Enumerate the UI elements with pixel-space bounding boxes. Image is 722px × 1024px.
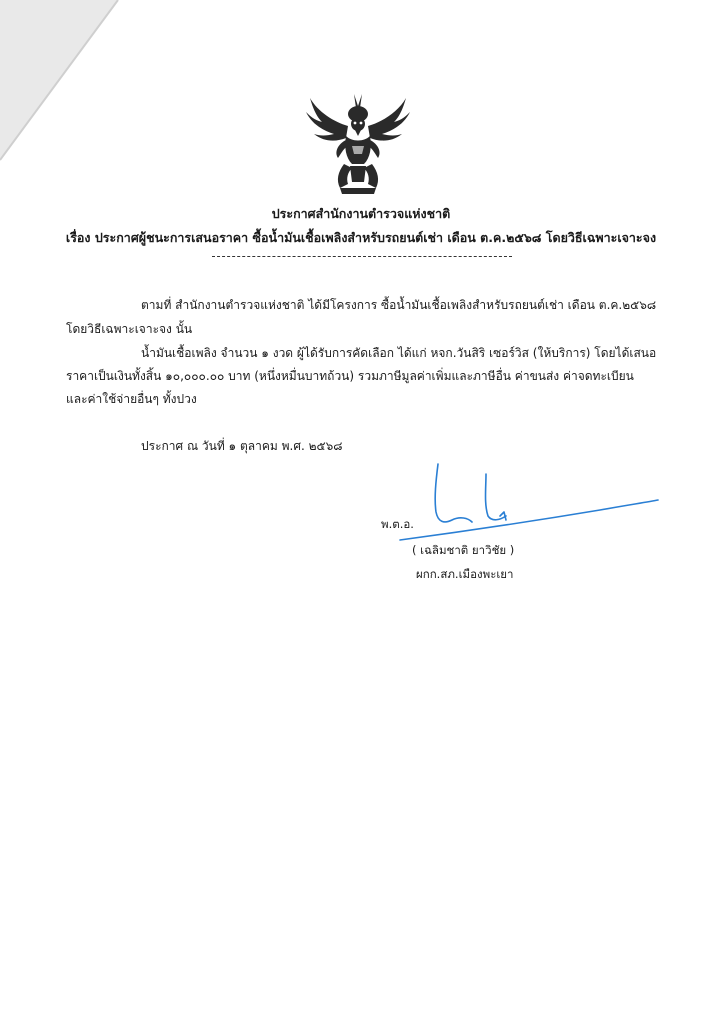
signatory-name: ( เฉลิมชาติ ยาวิชัย ) bbox=[412, 543, 515, 557]
body-paragraph-1-line-2: โดยวิธีเฉพาะเจาะจง นั้น bbox=[66, 322, 193, 336]
body-paragraph-2-line-2: ราคาเป็นเงินทั้งสิ้น ๑๐,๐๐๐.๐๐ บาท (หนึ่งหมื่นบาทถ้วน) รวมภาษีมูลค่าเพิ่มและภาษีอื่น ค่าขนส่ง ค่าจดทะเบียน bbox=[66, 369, 634, 383]
page-fold-corner bbox=[0, 0, 130, 170]
body-paragraph-2-line-1: น้ำมันเชื้อเพลิง จำนวน ๑ งวด ผู้ได้รับการคัดเลือก ได้แก่ หจก.วันสิริ เซอร์วิส (ให้บริการ) โดยได้เสนอ bbox=[141, 346, 657, 360]
signatory-rank: พ.ต.อ. bbox=[381, 517, 414, 531]
announcement-date: ประกาศ ณ วันที่ ๑ ตุลาคม พ.ศ. ๒๕๖๘ bbox=[141, 439, 343, 453]
body-paragraph-2-line-3: และค่าใช้จ่ายอื่นๆ ทั้งปวง bbox=[66, 392, 197, 406]
body-paragraph-1-line-1: ตามที่ สำนักงานตำรวจแห่งชาติ ได้มีโครงการ ซื้อน้ำมันเชื้อเพลิงสำหรับรถยนต์เช่า เดือน ต.ค.๒๕๖๘ bbox=[141, 298, 657, 312]
signatory-position: ผกก.สภ.เมืองพะเยา bbox=[416, 567, 514, 581]
announcement-subject: เรื่อง ประกาศผู้ชนะการเสนอราคา ซื้อน้ำมันเชื้อเพลิงสำหรับรถยนต์เช่า เดือน ต.ค.๒๕๖๘ โดยวิธีเฉพาะเจาะจง bbox=[65, 230, 657, 245]
garuda-emblem bbox=[304, 92, 412, 200]
handwritten-signature bbox=[380, 458, 670, 548]
announcement-agency-title: ประกาศสำนักงานตำรวจแห่งชาติ bbox=[271, 206, 451, 221]
title-divider bbox=[212, 256, 512, 257]
